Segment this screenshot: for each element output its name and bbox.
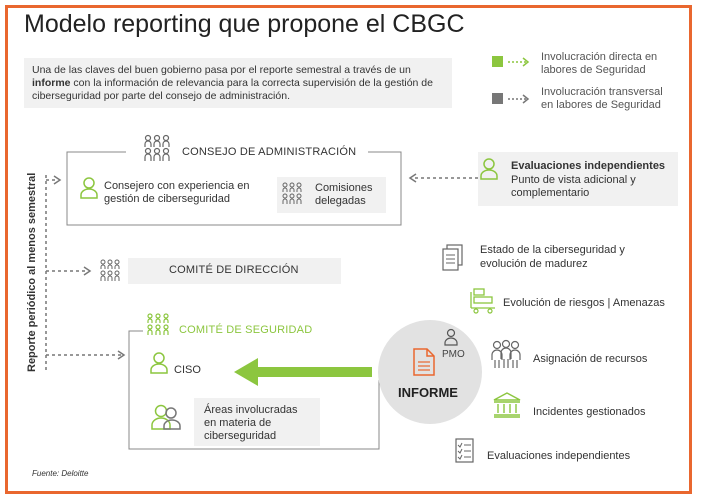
consejo-title: CONSEJO DE ADMINISTRACIÓN xyxy=(182,146,357,158)
report-item-evaluaciones: Evaluaciones independientes xyxy=(487,450,631,462)
report-item-recursos: Asignación de recursos xyxy=(533,353,648,365)
consejero-user-icon xyxy=(80,177,98,199)
documents-icon xyxy=(442,244,464,272)
comisiones-group-icon xyxy=(281,182,303,206)
ciso-user-icon xyxy=(150,352,168,374)
intro-bold: informe xyxy=(32,77,71,89)
resources-people-icon xyxy=(490,340,522,370)
evaluaciones-desc: Punto de vista adicional y complementario xyxy=(511,174,636,199)
comisiones-text: Comisiones delegadas xyxy=(315,182,373,207)
legend-transversal-text: Involucración transversal en labores de Seguridad xyxy=(541,86,663,111)
consejero-text: Consejero con experiencia en gestión de ciberseguridad xyxy=(104,180,250,205)
report-item-incidentes: Incidentes gestionados xyxy=(533,406,646,418)
report-item-estado: Estado de la ciberseguridad y evolución de madurez xyxy=(480,244,625,270)
vertical-report-label: Reporte periódico al menos semestral xyxy=(26,172,38,372)
seguridad-title: COMITÉ DE SEGURIDAD xyxy=(179,324,313,336)
report-item-riesgos: Evolución de riesgos | Amenazas xyxy=(503,297,665,309)
report-arrow-icon xyxy=(234,358,374,388)
page-title: Modelo reporting que propone el CBGC xyxy=(24,10,465,38)
evaluador-user-icon xyxy=(480,158,498,180)
source-note: Fuente: Deloitte xyxy=(32,469,89,478)
pmo-label: PMO xyxy=(442,349,465,360)
intro-part2: con la información de relevancia para la correcta supervisión de la gestión de ciberseguridad por parte del consejo de administración. xyxy=(32,77,433,102)
board-group-icon xyxy=(142,134,172,162)
areas-text: Áreas involucradas en materia de ciberseguridad xyxy=(204,404,298,442)
institution-icon xyxy=(493,392,521,418)
intro-part1: Una de las claves del buen gobierno pasa por el reporte semestral a través de un xyxy=(32,64,411,76)
checklist-icon xyxy=(455,438,475,464)
legend-direct-text: Involucración directa en labores de Seguridad xyxy=(541,51,658,76)
ciso-label: CISO xyxy=(174,364,201,376)
direccion-title: COMITÉ DE DIRECCIÓN xyxy=(169,264,299,276)
risk-flow-icon xyxy=(468,288,498,314)
seguridad-group-icon xyxy=(146,313,170,337)
pmo-user-icon xyxy=(444,328,458,346)
informe-label: INFORME xyxy=(398,385,458,400)
direccion-group-icon xyxy=(99,259,121,283)
evaluaciones-title: Evaluaciones independientes xyxy=(511,160,666,172)
areas-users-icon xyxy=(150,404,182,430)
report-document-icon xyxy=(412,348,436,376)
